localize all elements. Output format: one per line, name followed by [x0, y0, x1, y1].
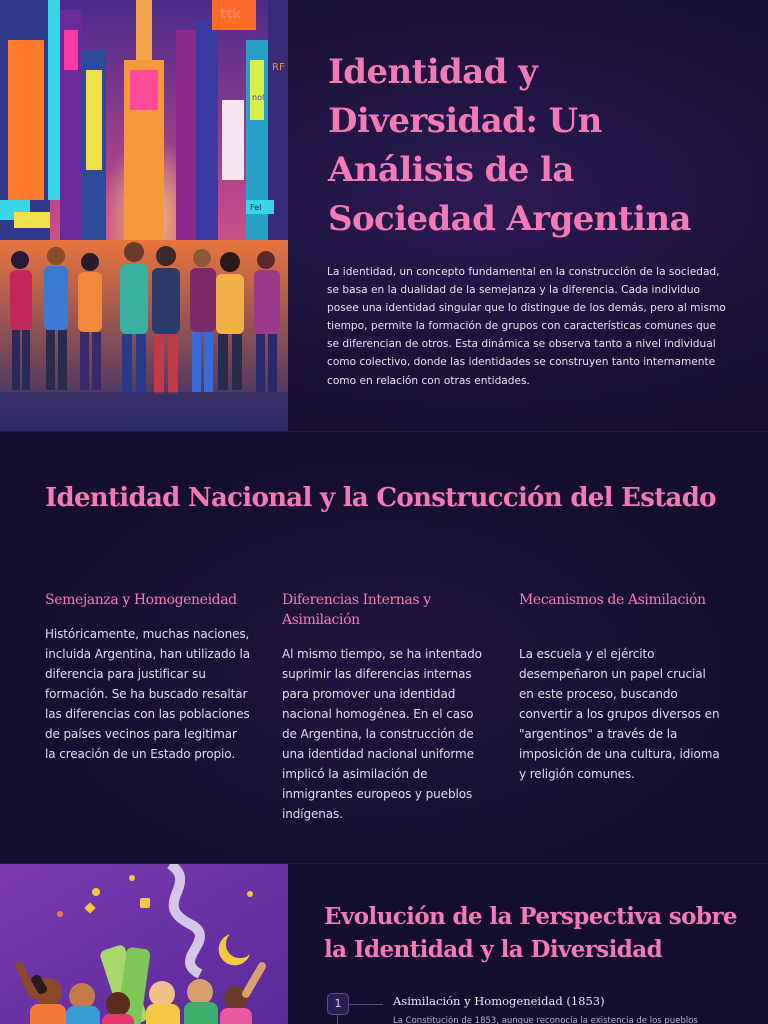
city-crowd-illustration [0, 0, 288, 432]
intro-paragraph: La identidad, un concepto fundamental en la construcción de la sociedad, se basa en la dualidad de la semejanza y la diferencia. Cada individuo posee una identidad singular que lo distingue de los demás, pero al mismo tiempo, permite la formación de grupos con características comunes que se diferencian de otros. Esta dinámica se observa tanto a nivel individual como colectivo, donde las identidades se construyen tanto internamente como en relación con otras entidades. [327, 266, 726, 387]
page-title: Identidad y Diversidad: Un Análisis de la Sociedad Argentina [328, 52, 691, 239]
column-heading: Semejanza y Homogeneidad [45, 592, 237, 608]
column-text: La escuela y el ejército desempeñaron un papel crucial en este proceso, buscando convertir a los grupos diversos en "argentinos" a través de la imposición de una cultura, idioma y religión comunes. [519, 647, 720, 781]
sign-text-rf: RF [272, 62, 285, 73]
timeline-connector [349, 1004, 383, 1005]
timeline-step-number: 1 [327, 993, 349, 1015]
sign-text-nol: nol [252, 93, 265, 102]
diverse-people-illustration [0, 864, 288, 1024]
national-identity-title: Identidad Nacional y la Construcción del Estado [45, 483, 716, 513]
sign-text-ttk: ttk [220, 7, 242, 22]
column-heading: Diferencias Internas y Asimilación [282, 592, 431, 628]
timeline-step-heading: Asimilación y Homogeneidad (1853) [393, 994, 605, 1008]
column-heading: Mecanismos de Asimilación [519, 592, 706, 608]
column-text: Al mismo tiempo, se ha intentado suprimir las diferencias internas para promover una identidad nacional homogénea. En el caso de Argentina, la construcción de una identidad nacional uniforme implicó la asimilación de inmigrantes europeos y pueblos indígenas. [282, 647, 482, 821]
column-text: Históricamente, muchas naciones, incluida Argentina, han utilizado la diferencia para justificar su formación. Se ha buscado resaltar las diferencias con las poblaciones de países vecinos para legitimar la creación de un Estado propio. [45, 627, 250, 761]
timeline-vertical-line [337, 1015, 338, 1024]
timeline-step-text: La Constitución de 1853, aunque reconocía la existencia de los pueblos [393, 1016, 698, 1024]
column-assimilation-mechanisms [519, 590, 724, 784]
sign-text-fel: Fel [250, 203, 262, 212]
evolution-title: Evolución de la Perspectiva sobre la Identidad y la Diversidad [324, 903, 737, 963]
column-internal-differences [282, 590, 487, 824]
column-similarity [45, 590, 250, 764]
